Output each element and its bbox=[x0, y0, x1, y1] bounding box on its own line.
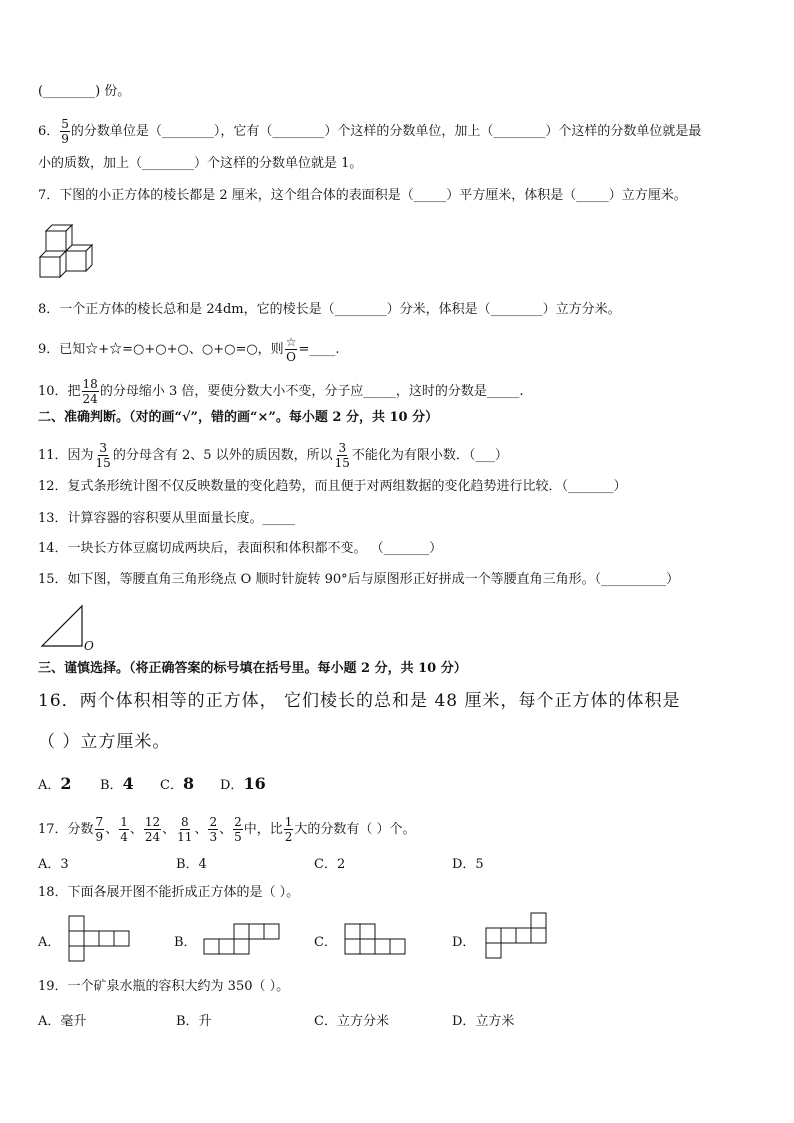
cube-net-a bbox=[68, 915, 130, 963]
fraction: $\frac{2}{3}$ bbox=[209, 815, 218, 844]
fraction: $\frac{18}{24}$ bbox=[82, 377, 98, 406]
q6-number: 6． bbox=[38, 124, 60, 139]
separator: 、 bbox=[162, 822, 176, 837]
q17-option-d: D．5 bbox=[452, 857, 484, 872]
question-17 bbox=[38, 816, 416, 843]
section-2-heading: 二、准确判断。（对的画“√”，错的画“×”。每小题 2 分，共 10 分） bbox=[38, 410, 439, 425]
q16-option-a: A．2 bbox=[38, 774, 72, 793]
question-8: 8．一个正方体的棱长总和是 24dm，它的棱长是（________）分米，体积是（________）立方分米。 bbox=[38, 302, 621, 317]
separator: 、 bbox=[129, 822, 143, 837]
cube-net-b bbox=[203, 923, 281, 957]
q5-tail: (________) 份。 bbox=[38, 84, 131, 99]
point-o-label: O bbox=[84, 639, 94, 653]
q17-option-b: B．4 bbox=[176, 857, 207, 872]
fraction: $\frac{8}{11}$ bbox=[177, 815, 193, 844]
q6-text-1: 的分数单位是（________），它有（________）个这样的分数单位，加上（________）个这样的分数单位就是最 bbox=[70, 124, 702, 139]
q18-label-c: C． bbox=[314, 935, 337, 950]
q17-option-c: C．2 bbox=[314, 857, 346, 872]
question-9 bbox=[38, 336, 339, 363]
q19-option-b: B．升 bbox=[176, 1014, 212, 1029]
question-6-line-1 bbox=[38, 118, 701, 145]
separator: 、 bbox=[105, 822, 119, 837]
question-7: 7．下图的小正方体的棱长都是 2 厘米，这个组合体的表面积是（_____）平方厘米，体积是（_____）立方厘米。 bbox=[38, 188, 687, 203]
question-13: 13．计算容器的容积要从里面量长度。_____ bbox=[38, 511, 296, 526]
q19-option-c: C．立方分米 bbox=[314, 1014, 389, 1029]
fraction: $\frac{3}{15}$ bbox=[95, 441, 111, 470]
q18-label-a: A． bbox=[38, 935, 61, 950]
fraction: $\frac{5}{9}$ bbox=[61, 117, 69, 146]
q17-option-a: A．3 bbox=[38, 857, 69, 872]
cube-net-c bbox=[344, 923, 408, 957]
question-10 bbox=[38, 378, 524, 405]
symbol-fraction: $\frac{☆}{O}$ bbox=[285, 335, 297, 364]
question-19: 19．一个矿泉水瓶的容积大约为 350（ ）。 bbox=[38, 979, 290, 994]
q9-suffix: =____. bbox=[298, 342, 340, 357]
q10-suffix: 的分母缩小 3 倍，要使分数大小不变，分子应_____，这时的分数是_____. bbox=[99, 384, 524, 399]
question-18: 18．下面各展开图不能折成正方体的是（ ）。 bbox=[38, 885, 300, 900]
question-11 bbox=[38, 442, 508, 469]
q17-prefix: 17．分数 bbox=[38, 822, 94, 837]
question-6-line-2: 小的质数，加上（________）个这样的分数单位就是 1。 bbox=[38, 156, 363, 171]
fraction: $\frac{3}{15}$ bbox=[334, 441, 350, 470]
q19-option-d: D．立方米 bbox=[452, 1014, 515, 1029]
fraction: $\frac{7}{9}$ bbox=[95, 815, 104, 844]
fraction: $\frac{1}{2}$ bbox=[284, 815, 293, 844]
cube-assembly-figure bbox=[38, 225, 92, 281]
q16-option-b: B．4 bbox=[100, 774, 134, 793]
question-16-line-1: 16．两个体积相等的正方体， 它们棱长的总和是 48 厘米，每个正方体的体积是 bbox=[38, 691, 681, 711]
question-15: 15．如下图，等腰直角三角形绕点 O 顺时针旋转 90°后与原图形正好拼成一个等腰直角三角形。（__________） bbox=[38, 572, 680, 587]
q10-prefix: 10．把 bbox=[38, 384, 81, 399]
fraction: $\frac{12}{24}$ bbox=[144, 815, 161, 844]
q11-mid: 的分母含有 2、5 以外的质因数，所以 bbox=[112, 448, 333, 463]
question-16-line-2: （ ）立方厘米。 bbox=[38, 732, 171, 752]
separator: 、 bbox=[194, 822, 208, 837]
q11-suffix: 不能化为有限小数．（___） bbox=[351, 448, 508, 463]
q18-label-d: D． bbox=[452, 935, 476, 950]
cube-net-d bbox=[485, 912, 549, 960]
q11-prefix: 11．因为 bbox=[38, 448, 94, 463]
q16-option-d: D．16 bbox=[220, 774, 266, 793]
question-14: 14．一块长方体豆腐切成两块后，表面积和体积都不变。 （_______） bbox=[38, 541, 443, 556]
q17-mid: 中，比 bbox=[243, 822, 283, 837]
question-12: 12．复式条形统计图不仅反映数量的变化趋势，而且便于对两组数据的变化趋势进行比较．（_______） bbox=[38, 479, 627, 494]
fraction: $\frac{2}{5}$ bbox=[234, 815, 242, 844]
q16-option-c: C．8 bbox=[160, 774, 195, 793]
q17-suffix: 大的分数有（ ）个。 bbox=[294, 822, 416, 837]
fraction: $\frac{1}{4}$ bbox=[120, 815, 128, 844]
q19-option-a: A．毫升 bbox=[38, 1014, 87, 1029]
q9-prefix: 9．已知☆+☆=○+○+○、○+○=○，则 bbox=[38, 342, 284, 357]
section-3-heading: 三、谨慎选择。（将正确答案的标号填在括号里。每小题 2 分，共 10 分） bbox=[38, 661, 467, 676]
separator: 、 bbox=[219, 822, 233, 837]
q18-label-b: B． bbox=[174, 935, 197, 950]
